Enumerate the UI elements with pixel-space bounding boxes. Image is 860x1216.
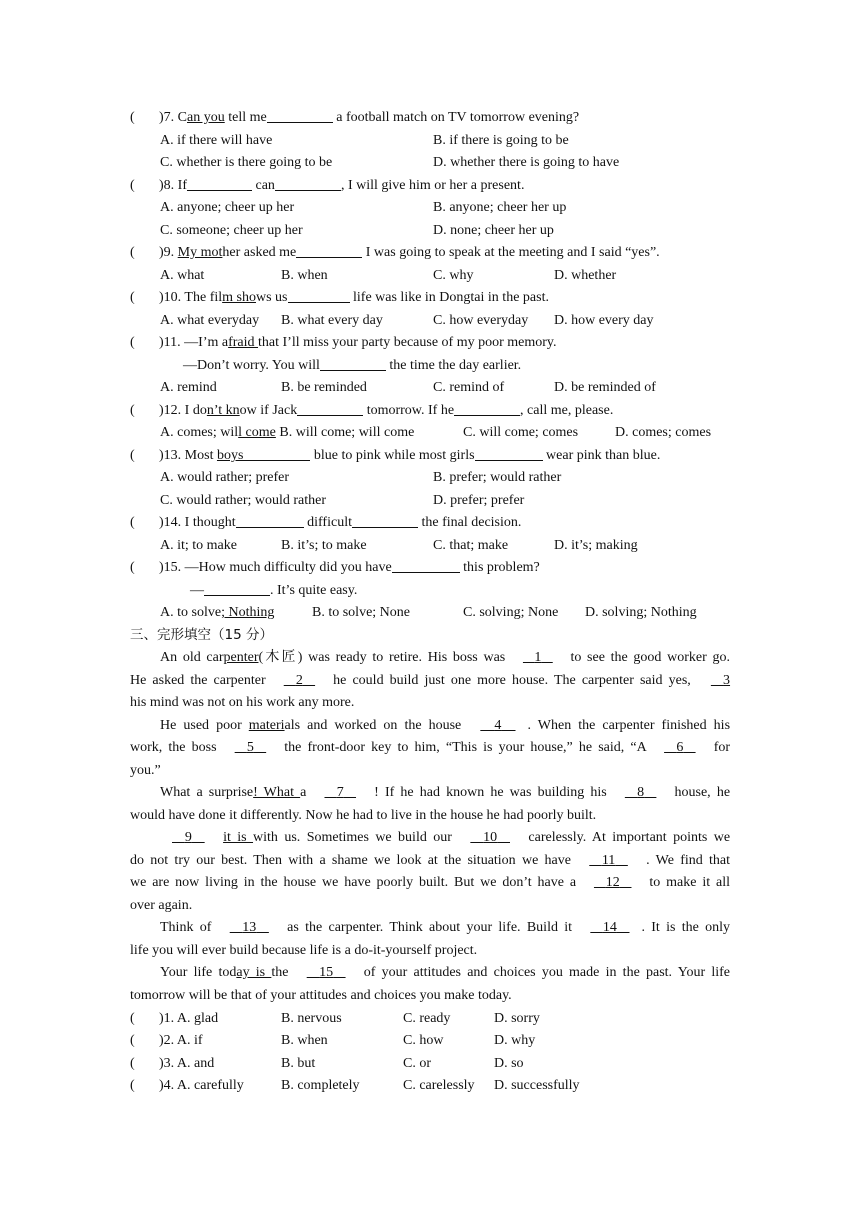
question-14-options: A. it; to make B. it’s; to make C. that; make D. it’s; making bbox=[160, 538, 638, 553]
question-15-reply: — . It’s quite easy. bbox=[190, 583, 358, 598]
passage-line-6: you.” bbox=[130, 763, 161, 778]
passage-line-12: over again. bbox=[130, 898, 193, 913]
question-11: ( )11. —I’m afraid that I’ll miss your party because of my poor memory. bbox=[130, 335, 557, 350]
question-12-options: A. comes; will come B. will come; will come C. will come; comes D. comes; comes bbox=[160, 425, 712, 440]
question-7: ( )7. Can you tell me a football match on TV tomorrow evening? bbox=[130, 110, 580, 125]
question-7-options-ab: A. if there will have B. if there is going to be bbox=[160, 133, 569, 148]
passage-line-1: An old carpenter(木匠) was ready to retire. His boss was 1 to see the good worker go. bbox=[160, 650, 730, 665]
question-8-options-ab: A. anyone; cheer up her B. anyone; cheer her up bbox=[160, 200, 567, 215]
passage-line-7: What a surprise! What a 7 ! If he had known he was building his 8 house, he bbox=[160, 785, 731, 800]
question-10-options: A. what everyday B. what every day C. how everyday D. how every day bbox=[160, 313, 654, 328]
question-12: ( )12. I don’t know if Jack tomorrow. If he , call me, please. bbox=[130, 403, 614, 418]
cloze-question-3: ( )3. A. and B. but C. or D. so bbox=[130, 1056, 524, 1071]
passage-line-16: tomorrow will be that of your attitudes and choices you make today. bbox=[130, 988, 512, 1003]
question-14: ( )14. I thought difficult the final decision. bbox=[130, 515, 522, 530]
question-8: ( )8. If can , I will give him or her a present. bbox=[130, 178, 525, 193]
section-3-heading: 三、完形填空（15 分） bbox=[130, 627, 273, 643]
question-7-options-cd: C. whether is there going to be D. whether there is going to have bbox=[160, 155, 620, 170]
question-11-options: A. remind B. be reminded C. remind of D. be reminded of bbox=[160, 380, 656, 395]
passage-line-10: do not try our best. Then with a shame we look at the situation we have 11 . We find that bbox=[130, 853, 731, 868]
question-9-options: A. what B. when C. why D. whether bbox=[160, 268, 617, 283]
question-15: ( )15. —How much difficulty did you have this problem? bbox=[130, 560, 540, 575]
passage-line-9: 9 it is with us. Sometimes we build our 10 carelessly. At important points we bbox=[184, 830, 731, 845]
question-10: ( )10. The film shows us life was like in Dongtai in the past. bbox=[130, 290, 549, 305]
cloze-question-4: ( )4. A. carefully B. completely C. carelessly D. successfully bbox=[130, 1078, 580, 1093]
passage-line-14: life you will ever build because life is a do-it-yourself project. bbox=[130, 943, 478, 958]
question-13-options-cd: C. would rather; would rather D. prefer; prefer bbox=[160, 493, 525, 508]
question-8-options-cd: C. someone; cheer up her D. none; cheer her up bbox=[160, 223, 554, 238]
cloze-question-1: ( )1. A. glad B. nervous C. ready D. sorry bbox=[130, 1011, 540, 1026]
question-13: ( )13. Most boys blue to pink while most girls wear pink than blue. bbox=[130, 448, 661, 463]
question-11-reply: —Don’t worry. You will the time the day earlier. bbox=[183, 358, 522, 373]
passage-line-5: work, the boss 5 the front-door key to him, “This is your house,” he said, “A 6 for bbox=[130, 740, 731, 755]
passage-line-11: we are now living in the house we have poorly built. But we don’t have a 12 to make it all bbox=[130, 875, 730, 890]
passage-line-3: his mind was not on his work any more. bbox=[130, 695, 355, 710]
passage-line-4: He used poor materials and worked on the house 4 . When the carpenter finished his bbox=[160, 718, 731, 733]
passage-line-8: would have done it differently. Now he had to live in the house he had poorly built. bbox=[130, 808, 597, 823]
passage-line-2: He asked the carpenter 2 he could build just one more house. The carpenter said yes, 3 bbox=[130, 673, 731, 688]
passage-line-15: Your life today is the 15 of your attitudes and choices you made in the past. Your life bbox=[160, 965, 730, 980]
question-15-options: A. to solve; Nothing B. to solve; None C. solving; None D. solving; Nothing bbox=[160, 605, 697, 620]
cloze-question-2: ( )2. A. if B. when C. how D. why bbox=[130, 1033, 536, 1048]
question-13-options-ab: A. would rather; prefer B. prefer; would rather bbox=[160, 470, 562, 485]
question-9: ( )9. My mother asked me I was going to speak at the meeting and I said “yes”. bbox=[130, 245, 660, 260]
passage-line-13: Think of 13 as the carpenter. Think about your life. Build it 14 . It is the only bbox=[160, 920, 731, 935]
